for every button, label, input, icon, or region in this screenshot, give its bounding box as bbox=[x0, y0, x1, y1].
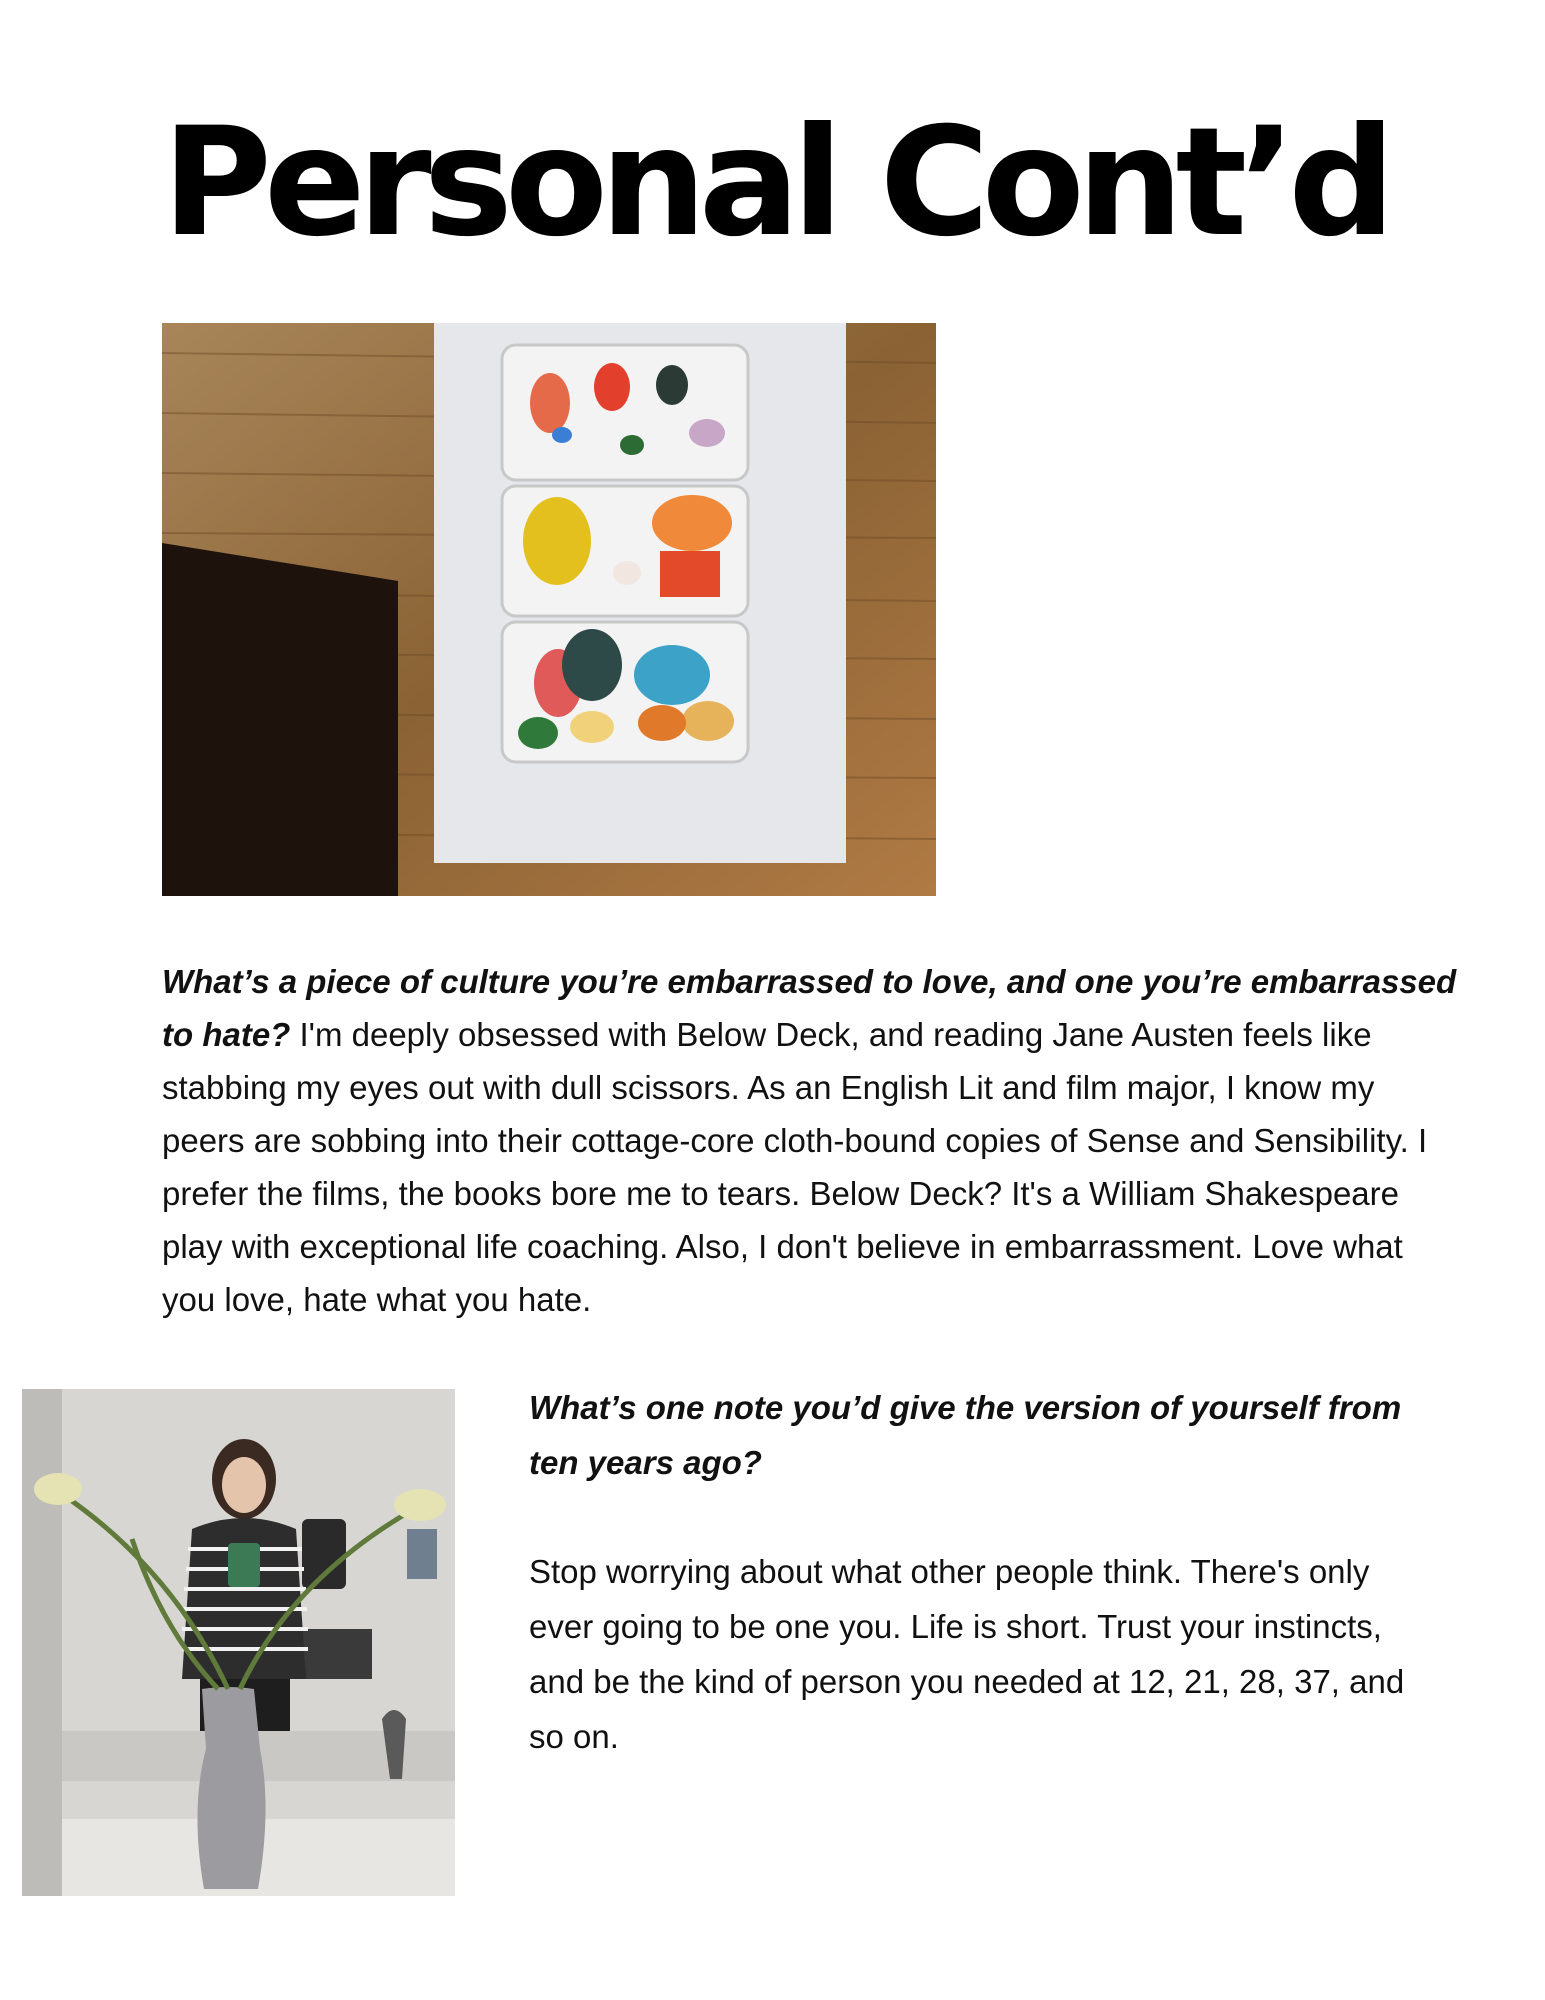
watercolor-palette-photo bbox=[162, 323, 936, 896]
culture-question-block bbox=[162, 955, 1462, 1326]
culture-answer: I'm deeply obsessed with Below Deck, and reading Jane Austen feels like stabbing my eyes out with dull scissors. As an English Lit and film major, I know my peers are sobbing into their cottage-core cloth-bound copies of Sense and Sensibility. I prefer the films, the books bore me to tears. Below Deck? It's a William Shakespeare play with exceptional life coaching. Also, I don't believe in embarrassment. Love what you love, hate what you hate. bbox=[162, 1016, 1428, 1318]
culture-question: What’s a piece of culture you’re embarrassed to love, and one you’re embarrassed to hate? bbox=[162, 963, 1457, 1053]
advice-question: What’s one note you’d give the version of yourself from ten years ago? bbox=[529, 1389, 1402, 1481]
advice-answer: Stop worrying about what other people think. There's only ever going to be one you. Life is short. Trust your instincts, and be the kind of person you needed at 12, 21, 28, 37, and so on. bbox=[529, 1553, 1405, 1755]
mirror-selfie-photo bbox=[22, 1389, 455, 1896]
page-title: Personal Cont’d bbox=[162, 96, 1388, 270]
